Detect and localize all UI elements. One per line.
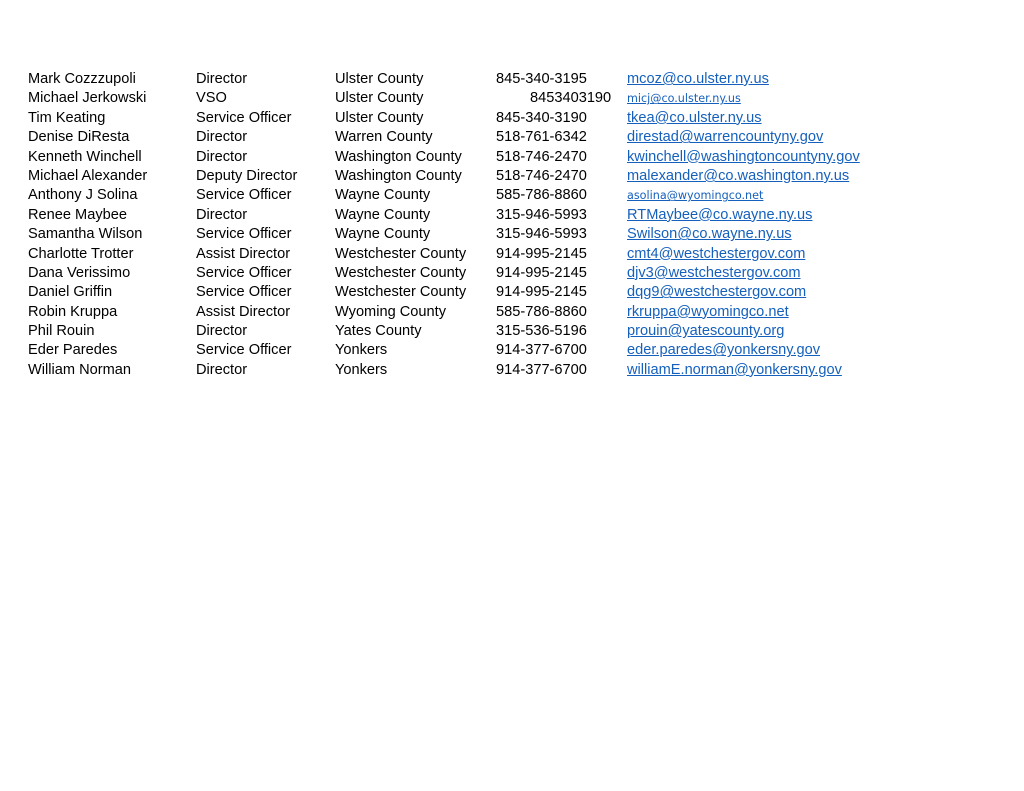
contact-row xyxy=(28,283,928,302)
contact-county: Wayne County xyxy=(335,206,431,223)
contact-title: Service Officer xyxy=(196,342,292,359)
contact-county: Ulster County xyxy=(335,71,424,87)
contact-phone: 845-340-3190 xyxy=(496,109,587,126)
contact-title: Director xyxy=(196,206,248,223)
contact-email-link[interactable]: cmt4@westchestergov.com xyxy=(627,245,806,262)
contact-phone: 585-786-8860 xyxy=(496,303,587,320)
contact-phone: 315-536-5196 xyxy=(496,323,587,340)
contact-name: Renee Maybee xyxy=(28,206,127,223)
contact-name: Phil Rouin xyxy=(28,323,95,340)
contact-row xyxy=(28,128,928,147)
contact-phone: 914-995-2145 xyxy=(496,264,587,281)
contact-county: Yonkers xyxy=(335,342,388,359)
contact-email-link[interactable]: malexander@co.washington.ny.us xyxy=(627,167,850,184)
contact-title: Service Officer xyxy=(196,187,292,204)
contact-phone: 8453403190 xyxy=(530,90,612,107)
contact-email-link[interactable]: asolina@wyomingco.net xyxy=(627,189,764,203)
contact-county: Ulster County xyxy=(335,90,424,107)
contact-row xyxy=(28,186,928,205)
contact-county: Wyoming County xyxy=(335,303,446,320)
contact-title: Director xyxy=(196,361,248,378)
contact-email-link[interactable]: prouin@yatescounty.org xyxy=(627,323,785,340)
contact-row xyxy=(28,109,928,128)
contact-county: Warren County xyxy=(335,129,433,146)
contact-title: VSO xyxy=(196,90,227,107)
contact-email-link[interactable]: kwinchell@washingtoncountyny.gov xyxy=(627,148,860,165)
contact-email-link[interactable]: direstad@warrencountyny.gov xyxy=(627,129,824,146)
contact-row xyxy=(28,89,928,108)
contact-title: Director xyxy=(196,323,248,340)
contact-row xyxy=(28,206,928,225)
contact-name: Michael Jerkowski xyxy=(28,90,147,107)
contact-row xyxy=(28,322,928,341)
contact-title: Assist Director xyxy=(196,303,291,320)
contact-row xyxy=(28,341,928,360)
contact-row xyxy=(28,225,928,244)
contact-title: Service Officer xyxy=(196,109,292,126)
contact-phone: 914-377-6700 xyxy=(496,342,587,359)
contact-email-link[interactable]: dqg9@westchestergov.com xyxy=(627,284,807,301)
contact-phone: 518-746-2470 xyxy=(496,167,587,184)
contact-county: Washington County xyxy=(335,167,462,184)
contact-title: Director xyxy=(196,71,248,87)
contact-name: Dana Verissimo xyxy=(28,264,131,281)
contact-row xyxy=(28,303,928,322)
contact-email-link[interactable]: eder.paredes@yonkersny.gov xyxy=(627,342,821,359)
contact-row xyxy=(28,264,928,283)
contact-row xyxy=(28,70,928,89)
contact-name: Daniel Griffin xyxy=(28,284,113,301)
contact-row xyxy=(28,361,928,380)
contact-list xyxy=(28,70,928,380)
contact-name: Charlotte Trotter xyxy=(28,245,134,262)
contact-name: Michael Alexander xyxy=(28,167,148,184)
contact-name: Eder Paredes xyxy=(28,342,118,359)
contact-title: Director xyxy=(196,148,248,165)
contact-name: Denise DiResta xyxy=(28,129,130,146)
contact-row xyxy=(28,148,928,167)
contact-county: Westchester County xyxy=(335,284,467,301)
contact-name: Samantha Wilson xyxy=(28,226,143,243)
contact-title: Assist Director xyxy=(196,245,291,262)
contact-county: Westchester County xyxy=(335,264,467,281)
contact-name: Tim Keating xyxy=(28,109,106,126)
contact-name: Robin Kruppa xyxy=(28,303,118,320)
contact-title: Service Officer xyxy=(196,226,292,243)
contact-name: Kenneth Winchell xyxy=(28,148,142,165)
contact-county: Wayne County xyxy=(335,187,431,204)
contact-title: Service Officer xyxy=(196,284,292,301)
contact-email-link[interactable]: Swilson@co.wayne.ny.us xyxy=(627,226,792,243)
contact-county: Wayne County xyxy=(335,226,431,243)
contact-name: Anthony J Solina xyxy=(28,187,138,204)
contact-email-link[interactable]: RTMaybee@co.wayne.ny.us xyxy=(627,206,813,223)
contact-email-link[interactable]: mcoz@co.ulster.ny.us xyxy=(627,71,769,87)
contact-phone: 914-995-2145 xyxy=(496,245,587,262)
contact-county: Yates County xyxy=(335,323,422,340)
contact-title: Deputy Director xyxy=(196,167,298,184)
contact-email-link[interactable]: tkea@co.ulster.ny.us xyxy=(627,109,762,126)
contact-email-link[interactable]: rkruppa@wyomingco.net xyxy=(627,303,789,320)
contact-phone: 315-946-5993 xyxy=(496,226,587,243)
contact-phone: 914-995-2145 xyxy=(496,284,587,301)
contact-phone: 518-761-6342 xyxy=(496,129,587,146)
contact-county: Ulster County xyxy=(335,109,424,126)
contact-phone: 914-377-6700 xyxy=(496,361,587,378)
contact-row xyxy=(28,167,928,186)
contact-phone: 845-340-3195 xyxy=(496,71,587,87)
contact-name: Mark Cozzzupoli xyxy=(28,71,136,87)
contact-name: William Norman xyxy=(28,361,131,378)
contact-county: Westchester County xyxy=(335,245,467,262)
contact-county: Yonkers xyxy=(335,361,388,378)
contact-email-link[interactable]: micj@co.ulster.ny.us xyxy=(627,92,741,106)
contact-phone: 315-946-5993 xyxy=(496,206,587,223)
contact-email-link[interactable]: djv3@westchestergov.com xyxy=(627,264,801,281)
contact-phone: 585-786-8860 xyxy=(496,187,587,204)
contact-row xyxy=(28,245,928,264)
contact-email-link[interactable]: williamE.norman@yonkersny.gov xyxy=(627,361,842,378)
contact-title: Service Officer xyxy=(196,264,292,281)
contact-phone: 518-746-2470 xyxy=(496,148,587,165)
contact-title: Director xyxy=(196,129,248,146)
contact-county: Washington County xyxy=(335,148,462,165)
